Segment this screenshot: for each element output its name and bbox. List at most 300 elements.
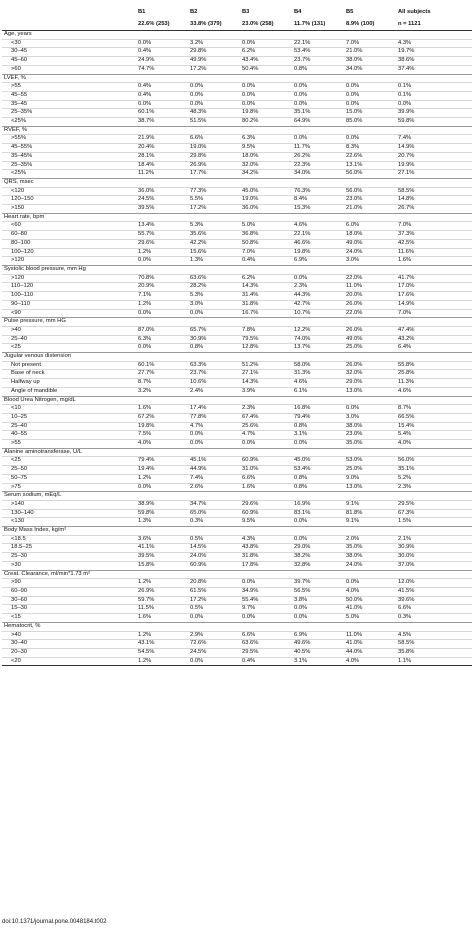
cell-b4: 3.1% xyxy=(292,431,344,440)
cell-b3: 18.0% xyxy=(240,152,292,161)
cell-b1: 0.0% xyxy=(136,309,188,318)
cell-b5: 5.0% xyxy=(344,614,396,623)
cell-b4: 10.7% xyxy=(292,309,344,318)
cell-b2: 0.0% xyxy=(188,440,240,449)
cell-b1: 8.7% xyxy=(136,379,188,388)
cell-b2: 10.6% xyxy=(188,379,240,388)
cell-label: 40–55 xyxy=(2,431,136,440)
cell-all: 5.2% xyxy=(396,474,472,483)
cell-b5: 11.0% xyxy=(344,283,396,292)
table-row xyxy=(2,431,472,440)
cell-b2: 26.9% xyxy=(188,161,240,170)
cell-b5: 6.0% xyxy=(344,222,396,231)
cell-b1: 67.2% xyxy=(136,413,188,422)
cell-b3: 6.6% xyxy=(240,631,292,640)
cell-b5: 22.6% xyxy=(344,152,396,161)
table-row xyxy=(2,413,472,422)
table-row xyxy=(2,135,472,144)
cell-label: 100–110 xyxy=(2,292,136,301)
cell-b5: 22.0% xyxy=(344,309,396,318)
cell-b4: 8.4% xyxy=(292,196,344,205)
table-row xyxy=(2,231,472,240)
cell-b2: 60.9% xyxy=(188,561,240,570)
cell-b4: 83.1% xyxy=(292,509,344,518)
cell-label: 25–50 xyxy=(2,466,136,475)
cell-b5: 32.0% xyxy=(344,370,396,379)
cell-b3: 1.6% xyxy=(240,483,292,492)
cell-b5: 13.0% xyxy=(344,483,396,492)
table-row xyxy=(2,387,472,396)
cell-label: >75 xyxy=(2,483,136,492)
cell-b3: 31.0% xyxy=(240,466,292,475)
cell-b1: 36.0% xyxy=(136,187,188,196)
cell-b2: 7.4% xyxy=(188,474,240,483)
cell-b4: 31.3% xyxy=(292,370,344,379)
cell-b5: 24.0% xyxy=(344,561,396,570)
cell-b2: 61.5% xyxy=(188,588,240,597)
cell-b3: 0.0% xyxy=(240,39,292,48)
cell-b2: 0.0% xyxy=(188,100,240,109)
cell-label: 20–30 xyxy=(2,648,136,657)
cell-b3: 0.0% xyxy=(240,614,292,623)
table-row xyxy=(2,648,472,657)
cell-b2: 0.0% xyxy=(188,614,240,623)
cell-all: 2.1% xyxy=(396,535,472,544)
cell-b4: 16.9% xyxy=(292,500,344,509)
cell-all: 0.0% xyxy=(396,100,472,109)
cell-b5: 21.0% xyxy=(344,48,396,57)
cell-label: <130 xyxy=(2,518,136,527)
cell-b4: 38.2% xyxy=(292,553,344,562)
cell-b2: 45.1% xyxy=(188,457,240,466)
table-row xyxy=(2,405,472,414)
group-header-row xyxy=(2,126,472,135)
cell-b3: 50.8% xyxy=(240,239,292,248)
cell-all: 42.5% xyxy=(396,239,472,248)
group-title: RVEF, % xyxy=(2,126,472,135)
cell-b5: 13.0% xyxy=(344,387,396,396)
cell-b5: 81.8% xyxy=(344,509,396,518)
cell-b1: 13.4% xyxy=(136,222,188,231)
cell-b4: 42.7% xyxy=(292,300,344,309)
group-header-row xyxy=(2,178,472,187)
table-row xyxy=(2,640,472,649)
cell-b3: 51.2% xyxy=(240,361,292,370)
cell-all: 1.5% xyxy=(396,518,472,527)
cell-b3: 63.6% xyxy=(240,640,292,649)
table-row xyxy=(2,118,472,127)
cell-b3: 0.0% xyxy=(240,83,292,92)
cell-all: 4.6% xyxy=(396,387,472,396)
cell-b2: 0.0% xyxy=(188,431,240,440)
cell-b4: 0.0% xyxy=(292,135,344,144)
cell-b1: 0.0% xyxy=(136,257,188,266)
cell-b5: 38.0% xyxy=(344,553,396,562)
cell-b5: 20.0% xyxy=(344,292,396,301)
subheader-cell-b1: 22.6% (253) xyxy=(136,20,188,31)
cell-label: 45–55 xyxy=(2,91,136,100)
cell-b4: 0.0% xyxy=(292,100,344,109)
cell-b2: 17.2% xyxy=(188,596,240,605)
cell-b2: 17.4% xyxy=(188,405,240,414)
cell-all: 1.1% xyxy=(396,657,472,666)
table-row xyxy=(2,335,472,344)
cell-b4: 56.5% xyxy=(292,588,344,597)
cell-label: 30–40 xyxy=(2,640,136,649)
cell-b4: 64.9% xyxy=(292,118,344,127)
cell-b4: 40.5% xyxy=(292,648,344,657)
cell-label: >40 xyxy=(2,631,136,640)
cell-b2: 77.3% xyxy=(188,187,240,196)
cell-all: 56.0% xyxy=(396,457,472,466)
cell-b5: 9.0% xyxy=(344,474,396,483)
cell-label: 25–40 xyxy=(2,422,136,431)
cell-b4: 11.7% xyxy=(292,144,344,153)
table-row xyxy=(2,283,472,292)
cell-all: 0.3% xyxy=(396,614,472,623)
cell-label: 130–140 xyxy=(2,509,136,518)
cell-b2: 4.7% xyxy=(188,422,240,431)
cell-label: 25–40 xyxy=(2,335,136,344)
cell-b1: 74.7% xyxy=(136,65,188,74)
cell-b1: 11.2% xyxy=(136,170,188,179)
cell-b5: 49.0% xyxy=(344,335,396,344)
table-row xyxy=(2,596,472,605)
cell-b3: 6.3% xyxy=(240,135,292,144)
cell-b1: 7.1% xyxy=(136,292,188,301)
cell-label: >120 xyxy=(2,274,136,283)
table-row xyxy=(2,83,472,92)
cell-label: 25–30 xyxy=(2,553,136,562)
table-row xyxy=(2,535,472,544)
cell-b2: 14.5% xyxy=(188,544,240,553)
cell-all: 43.2% xyxy=(396,335,472,344)
cell-b4: 79.4% xyxy=(292,413,344,422)
cell-b2: 2.4% xyxy=(188,387,240,396)
cell-b2: 3.2% xyxy=(188,39,240,48)
cell-b2: 72.6% xyxy=(188,640,240,649)
cell-b5: 3.0% xyxy=(344,257,396,266)
cell-all: 19.7% xyxy=(396,48,472,57)
cell-b2: 63.3% xyxy=(188,361,240,370)
cell-b1: 1.2% xyxy=(136,248,188,257)
cell-b5: 24.0% xyxy=(344,248,396,257)
table-row xyxy=(2,248,472,257)
group-title: Hematocrit, % xyxy=(2,622,472,631)
cell-label: 30–60 xyxy=(2,596,136,605)
cell-label: <120 xyxy=(2,187,136,196)
cell-b1: 3.2% xyxy=(136,387,188,396)
cell-b1: 43.1% xyxy=(136,640,188,649)
cell-b1: 0.0% xyxy=(136,344,188,353)
table-row xyxy=(2,187,472,196)
cell-b1: 26.9% xyxy=(136,588,188,597)
table-row xyxy=(2,109,472,118)
cell-b5: 26.0% xyxy=(344,361,396,370)
cell-b2: 0.3% xyxy=(188,518,240,527)
cell-all: 2.3% xyxy=(396,483,472,492)
table-row xyxy=(2,300,472,309)
group-title: Creat. Clearance, ml/min*1.73 m² xyxy=(2,570,472,579)
header-cell-b3: B3 xyxy=(242,9,250,16)
table-row xyxy=(2,39,472,48)
cell-b1: 29.6% xyxy=(136,239,188,248)
cell-b3: 0.0% xyxy=(240,91,292,100)
cell-b4: 12.2% xyxy=(292,326,344,335)
cell-b4: 26.2% xyxy=(292,152,344,161)
cell-b4: 0.0% xyxy=(292,91,344,100)
cell-b1: 6.3% xyxy=(136,335,188,344)
cell-label: <90 xyxy=(2,309,136,318)
cell-b2: 6.6% xyxy=(188,135,240,144)
cell-all: 11.3% xyxy=(396,379,472,388)
cell-b3: 67.4% xyxy=(240,413,292,422)
cell-b5: 50.0% xyxy=(344,596,396,605)
cell-b2: 17.2% xyxy=(188,205,240,214)
table-row xyxy=(2,205,472,214)
table-row xyxy=(2,309,472,318)
cell-label: 25–35% xyxy=(2,109,136,118)
group-title: Jugular venous distension xyxy=(2,353,472,362)
cell-label: <25 xyxy=(2,457,136,466)
cell-all: 14.9% xyxy=(396,300,472,309)
cell-b3: 14.3% xyxy=(240,283,292,292)
cell-label: >55 xyxy=(2,83,136,92)
table-row xyxy=(2,605,472,614)
cell-b4: 32.8% xyxy=(292,561,344,570)
header-cell-b4: B4 xyxy=(294,9,302,16)
cell-all: 58.5% xyxy=(396,640,472,649)
table-row xyxy=(2,370,472,379)
cell-label: >120 xyxy=(2,257,136,266)
cell-b4: 13.7% xyxy=(292,344,344,353)
cell-b2: 0.0% xyxy=(188,657,240,666)
table-row xyxy=(2,91,472,100)
table-row xyxy=(2,631,472,640)
cell-b3: 0.0% xyxy=(240,579,292,588)
cell-b1: 19.4% xyxy=(136,466,188,475)
cell-b2: 2.9% xyxy=(188,631,240,640)
cell-label: 110–120 xyxy=(2,283,136,292)
cell-b2: 0.0% xyxy=(188,309,240,318)
cell-b1: 60.1% xyxy=(136,109,188,118)
cell-b3: 6.2% xyxy=(240,274,292,283)
group-title: Heart rate, bpm xyxy=(2,213,472,222)
cell-b1: 15.8% xyxy=(136,561,188,570)
header-cell-b5: B5 xyxy=(346,9,354,16)
cell-b1: 20.9% xyxy=(136,283,188,292)
cell-b4: 0.0% xyxy=(292,440,344,449)
cell-b3: 7.0% xyxy=(240,248,292,257)
cell-label: 25–35% xyxy=(2,161,136,170)
cell-b1: 38.9% xyxy=(136,500,188,509)
cell-all: 0.1% xyxy=(396,83,472,92)
cell-b1: 59.8% xyxy=(136,509,188,518)
cell-b5: 18.0% xyxy=(344,231,396,240)
table-row xyxy=(2,466,472,475)
cell-b1: 19.8% xyxy=(136,422,188,431)
cell-b4: 3.1% xyxy=(292,657,344,666)
cell-b3: 50.4% xyxy=(240,65,292,74)
cell-b4: 0.8% xyxy=(292,483,344,492)
cell-b3: 36.0% xyxy=(240,205,292,214)
cell-b5: 38.0% xyxy=(344,57,396,66)
subheader-cell-b3: 23.0% (258) xyxy=(240,20,292,31)
cell-b4: 2.3% xyxy=(292,283,344,292)
cell-b2: 29.8% xyxy=(188,152,240,161)
group-header-row xyxy=(2,622,472,631)
cell-b1: 7.5% xyxy=(136,431,188,440)
group-title: Blood Urea Nitrogen, mg/dL xyxy=(2,396,472,405)
table-row xyxy=(2,57,472,66)
cell-b3: 9.5% xyxy=(240,144,292,153)
cell-b5: 44.0% xyxy=(344,648,396,657)
group-title: Age, years xyxy=(2,31,472,40)
table-row xyxy=(2,579,472,588)
cell-b5: 41.0% xyxy=(344,605,396,614)
cell-label: 15–30 xyxy=(2,605,136,614)
cell-all: 29.5% xyxy=(396,500,472,509)
cell-all: 47.4% xyxy=(396,326,472,335)
cell-b4: 22.1% xyxy=(292,231,344,240)
cell-b3: 25.6% xyxy=(240,422,292,431)
cell-label: Halfway up xyxy=(2,379,136,388)
cell-b3: 31.8% xyxy=(240,300,292,309)
cell-all: 5.4% xyxy=(396,431,472,440)
table-row xyxy=(2,544,472,553)
cell-b2: 5.3% xyxy=(188,292,240,301)
table-row xyxy=(2,161,472,170)
table-row xyxy=(2,257,472,266)
table-row xyxy=(2,361,472,370)
cell-label: 30–45 xyxy=(2,48,136,57)
cell-all: 30.9% xyxy=(396,544,472,553)
cell-b2: 24.5% xyxy=(188,648,240,657)
cell-b4: 19.8% xyxy=(292,248,344,257)
cell-b5: 56.0% xyxy=(344,187,396,196)
cell-all: 25.8% xyxy=(396,370,472,379)
cell-b4: 15.3% xyxy=(292,205,344,214)
table-row xyxy=(2,326,472,335)
cell-all: 6.6% xyxy=(396,605,472,614)
cell-b3: 9.7% xyxy=(240,605,292,614)
cell-b2: 42.2% xyxy=(188,239,240,248)
cell-b2: 3.0% xyxy=(188,300,240,309)
cell-b5: 3.0% xyxy=(344,413,396,422)
cell-b5: 35.0% xyxy=(344,440,396,449)
cell-all: 58.5% xyxy=(396,187,472,196)
cell-b3: 43.8% xyxy=(240,544,292,553)
table-row xyxy=(2,509,472,518)
cell-b2: 19.0% xyxy=(188,144,240,153)
table-row xyxy=(2,518,472,527)
group-title: Systolic blood pressure, mm Hg xyxy=(2,265,472,274)
cell-all: 37.4% xyxy=(396,65,472,74)
cell-b5: 9.1% xyxy=(344,518,396,527)
cell-b4: 0.8% xyxy=(292,65,344,74)
cell-b4: 58.0% xyxy=(292,361,344,370)
cell-b1: 0.4% xyxy=(136,83,188,92)
cell-b5: 35.0% xyxy=(344,544,396,553)
subheader-row xyxy=(2,20,472,31)
cell-label: 10–25 xyxy=(2,413,136,422)
cell-all: 4.0% xyxy=(396,440,472,449)
cell-label: <60 xyxy=(2,222,136,231)
cell-label: 120–150 xyxy=(2,196,136,205)
cell-b3: 80.2% xyxy=(240,118,292,127)
cell-all: 30.0% xyxy=(396,553,472,562)
cell-b1: 18.4% xyxy=(136,161,188,170)
cell-b5: 4.0% xyxy=(344,657,396,666)
cell-b1: 87.0% xyxy=(136,326,188,335)
table-row xyxy=(2,500,472,509)
cell-b4: 0.0% xyxy=(292,83,344,92)
cell-b1: 1.6% xyxy=(136,614,188,623)
cell-all: 14.9% xyxy=(396,144,472,153)
cell-label: Not present xyxy=(2,361,136,370)
cell-all: 17.0% xyxy=(396,283,472,292)
cell-b2: 34.7% xyxy=(188,500,240,509)
subheader-cell-b2: 33.8% (379) xyxy=(188,20,240,31)
cell-b5: 8.3% xyxy=(344,144,396,153)
table-row xyxy=(2,65,472,74)
cell-b5: 23.0% xyxy=(344,196,396,205)
cell-label: >150 xyxy=(2,205,136,214)
cell-label: <20 xyxy=(2,657,136,666)
cell-b2: 0.0% xyxy=(188,83,240,92)
cell-b2: 0.5% xyxy=(188,535,240,544)
table-row xyxy=(2,561,472,570)
cell-all: 37.0% xyxy=(396,561,472,570)
cell-b4: 0.0% xyxy=(292,535,344,544)
cell-b4: 6.9% xyxy=(292,257,344,266)
cell-b4: 6.1% xyxy=(292,387,344,396)
cell-b2: 15.6% xyxy=(188,248,240,257)
cell-b1: 20.4% xyxy=(136,144,188,153)
cell-label: <25% xyxy=(2,118,136,127)
cell-b4: 34.0% xyxy=(292,170,344,179)
table-row xyxy=(2,222,472,231)
cell-b5: 29.0% xyxy=(344,379,396,388)
cell-b3: 2.3% xyxy=(240,405,292,414)
cell-b5: 21.0% xyxy=(344,205,396,214)
table-row xyxy=(2,196,472,205)
cell-b1: 0.0% xyxy=(136,483,188,492)
cell-label: <25% xyxy=(2,170,136,179)
group-header-row xyxy=(2,213,472,222)
cell-b2: 5.3% xyxy=(188,222,240,231)
group-title: LVEF, % xyxy=(2,74,472,83)
cell-b5: 49.0% xyxy=(344,239,396,248)
cell-all: 4.5% xyxy=(396,631,472,640)
table-row xyxy=(2,344,472,353)
cell-all: 35.8% xyxy=(396,648,472,657)
group-title: Pulse pressure, mm HG xyxy=(2,318,472,327)
doi-footnote: doi:10.1371/journal.pone.0048184.t002 xyxy=(2,919,107,925)
cell-label: 35–45 xyxy=(2,100,136,109)
patient-subgroup-table xyxy=(2,0,472,666)
header-row xyxy=(2,0,472,20)
cell-b5: 0.0% xyxy=(344,83,396,92)
cell-b3: 31.8% xyxy=(240,553,292,562)
cell-b3: 34.9% xyxy=(240,588,292,597)
cell-b1: 39.5% xyxy=(136,205,188,214)
cell-b1: 24.5% xyxy=(136,196,188,205)
table-row xyxy=(2,657,472,666)
cell-b3: 19.0% xyxy=(240,196,292,205)
cell-all: 17.6% xyxy=(396,292,472,301)
cell-b4: 0.0% xyxy=(292,518,344,527)
